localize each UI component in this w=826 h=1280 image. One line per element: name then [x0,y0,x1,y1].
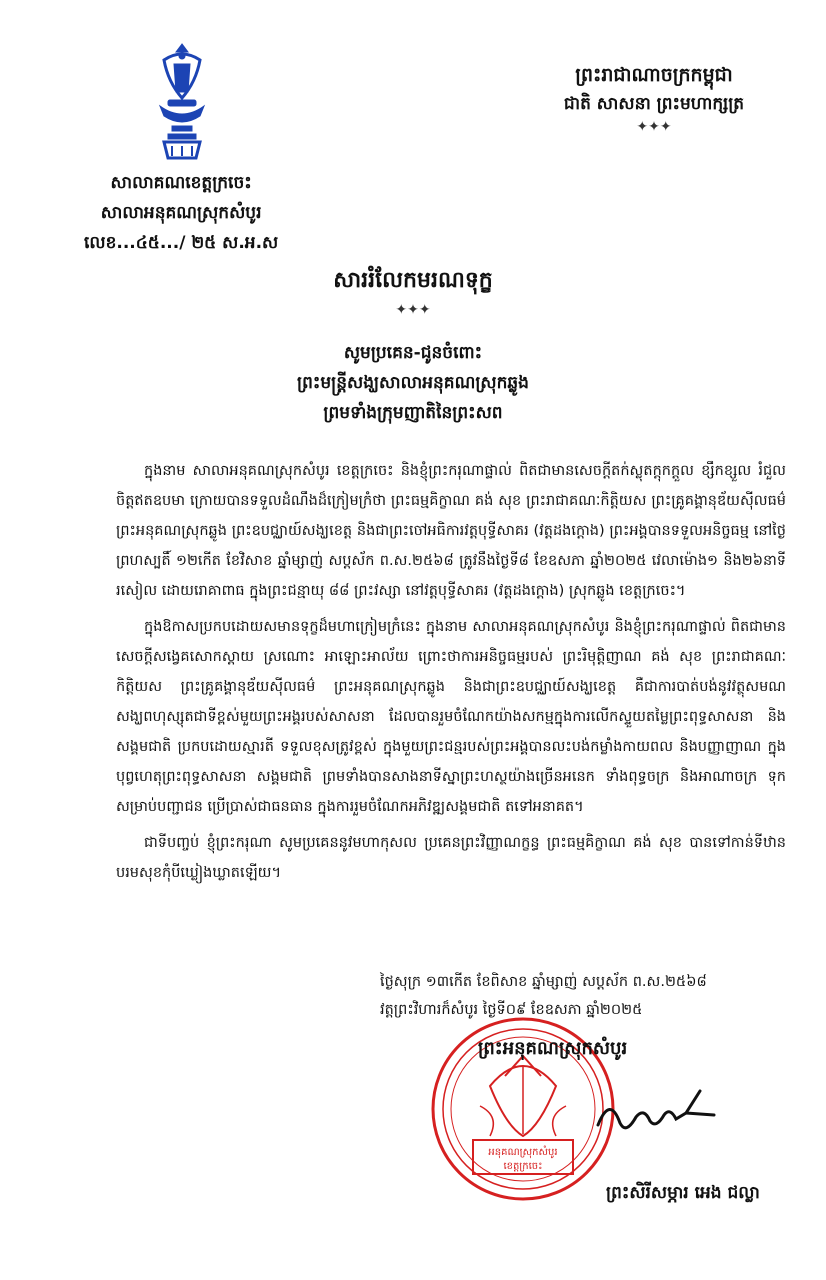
signatory-title: ព្រះអនុគណស្រុកសំបូរ [478,1038,628,1059]
reference-number: លេខ...៤៥.../ ២៥ ស.អ.ស [84,233,279,253]
body-paragraph-2: ក្នុងឱកាសប្រកបដោយសមានទុក្ខដ៏មហាក្រៀមក្រំនេះ ក្នុងនាម សាលាអនុគណស្រុកសំបូរ និងខ្ញុំព្រះករុណាផ្ទាល់ ពិតជាមានសេចក្តីសង្វេគសោកស្តាយ ស្រណោះ អាឡោះអាល័យ ព្រោះថាការអនិច្ចធម្មរបស់ ព្រះរិមុត្តិញាណ គង់ សុខ ព្រះរាជាគណៈកិត្តិយស ព្រះគ្រូគង្គានុឌ័យស៊ីលធម៌ ព្រះអនុគណស្រុកឆ្លូង និងជាព្រះឧបជ្ឈាយ៍សង្ឃខេត្ត គឺជាការបាត់បង់នូវវត្ថុសមណសង្ឃពហុស្សុតជាទីខ្ពស់មួយព្រះអង្គរបស់សាសនា ដែលបានរួមចំណែកយ៉ាងសកម្មក្នុងការលើកស្ទួយតម្លៃព្រះពុទ្ធសាសនា និងសង្គមជាតិ ប្រកបដោយស្មារតី ទទួលខុសត្រូវខ្ពស់ ក្នុងមួយព្រះជន្មរបស់ព្រះអង្គបានលះបង់កម្លាំងកាយពល និងបញ្ញាញាណ ក្នុងបុព្វហេតុព្រះពុទ្ធសាសនា សង្គមជាតិ ព្រមទាំងបានសាងនាទីស្នាព្រះហស្ថយ៉ាងច្រើនអនេក ទាំងពុទ្ធចក្រ និងអាណាចក្រ ទុកសម្រាប់បញ្ជាជន ប្រើប្រាស់ជាធនធាន ក្នុងការរួមចំណែកអភិវឌ្ឍសង្គមជាតិ តទៅអនាគត។ [116,619,786,815]
title-ornament: ✦✦✦ [395,302,431,318]
kingdom-name: ព្រះរាជាណាចក្រកម្ពុជា [575,64,733,86]
signer-name: ព្រះសិរីសម្ភារ អេង ជល្លា [606,1183,760,1203]
handwritten-signature-icon [590,1085,720,1145]
recipient-salutation: សូមប្រគេន-ជូនចំពោះ [343,343,483,363]
solar-date: វត្តព្រះវិហារក៏សំបូរ ថ្ងៃទី០៩ ខែឧសភា ឆ្នាំ២០២៥ [380,1002,643,1018]
recipient-office: ព្រះមន្ត្រីសង្ឃសាលាអនុគណស្រុកឆ្លូង [297,373,529,393]
sender-office-province: សាលាគណខេត្តក្រចេះ [110,173,252,193]
body-paragraph-3: ជាទីបញ្ចប់ ខ្ញុំព្រះករុណា សូមប្រគេននូវមហាកុសល ប្រគេនព្រះវិញ្ញាណក្ខន្ធ ព្រះធម្មគិក្ខាណ គង់ សុខ បានទៅកាន់ទីឋានបរមសុខកុំបីឃ្លៀងឃ្លាតឡើយ។ [116,835,786,881]
national-motto: ជាតិ សាសនា ព្រះមហាក្សត្រ [563,94,745,114]
sender-office-district: សាលាអនុគណស្រុកសំបូរ [100,203,262,223]
kingdom-header [534,60,774,136]
recipient-family: ព្រមទាំងក្រុមញាតិនៃព្រះសព [323,403,503,423]
sender-block [84,168,278,258]
document-title: សាររំលែកមរណទុក្ខ [333,268,493,293]
recipient-block [0,338,826,428]
buddhist-emblem-icon [150,42,214,162]
lunar-date: ថ្ងៃសុក្រ ១៣កើត ខែពិសាខ ឆ្នាំម្សាញ់ សប្តស័ក ព.ស.២៥៦៨ [380,974,707,990]
seal-text-office: អនុគណស្រុកសំបូរ [488,1147,558,1158]
letter-body [116,456,786,894]
seal-text-province: ខេត្តក្រចេះ [503,1161,543,1172]
body-paragraph-1: ក្នុងនាម សាលាអនុគណស្រុកសំបូរ ខេត្តក្រចេះ និងខ្ញុំព្រះករុណាផ្ទាល់ ពិតជាមានសេចក្តីតក់ស្លុតក្តុកក្តួល ខ្សឹកខ្សួល រំជួលចិត្តឥតឧបមា ក្រោយបានទទួលដំណឹងដ៏ក្រៀមក្រំថា ព្រះធម្មគិក្ខាណ គង់ សុខ ព្រះរាជាគណៈកិត្តិយស ព្រះគ្រូគង្គានុឌ័យស៊ីលធម៌ ព្រះអនុគណស្រុកឆ្លូង ព្រះឧបជ្ឈាយ៍សង្ឃខេត្ត និងជាព្រះចៅអធិការវត្តបុទ្ធីសាគរ (វត្តដងក្តោង) ព្រះអង្គបានទទួលអនិច្ចធម្ម នៅថ្ងៃព្រហស្បតិ៍ ១២កើត ខែវិសាខ ឆ្នាំម្សាញ់ សប្តស័ក ព.ស.២៥៦៨ ត្រូវនឹងថ្ងៃទី៨ ខែឧសភា ឆ្នាំ២០២៥ វេលាម៉ោង១ និង២៦នាទី រសៀល ដោយរោគាពាធ ក្នុងព្រះជន្មាយុ ៨៨ ព្រះវស្សា នៅវត្តបុទ្ធីសាគរ (វត្តដងក្តោង) ស្រុកឆ្លូង ខេត្តក្រចេះ។ [116,463,786,599]
header-ornament: ✦✦✦ [636,119,672,135]
